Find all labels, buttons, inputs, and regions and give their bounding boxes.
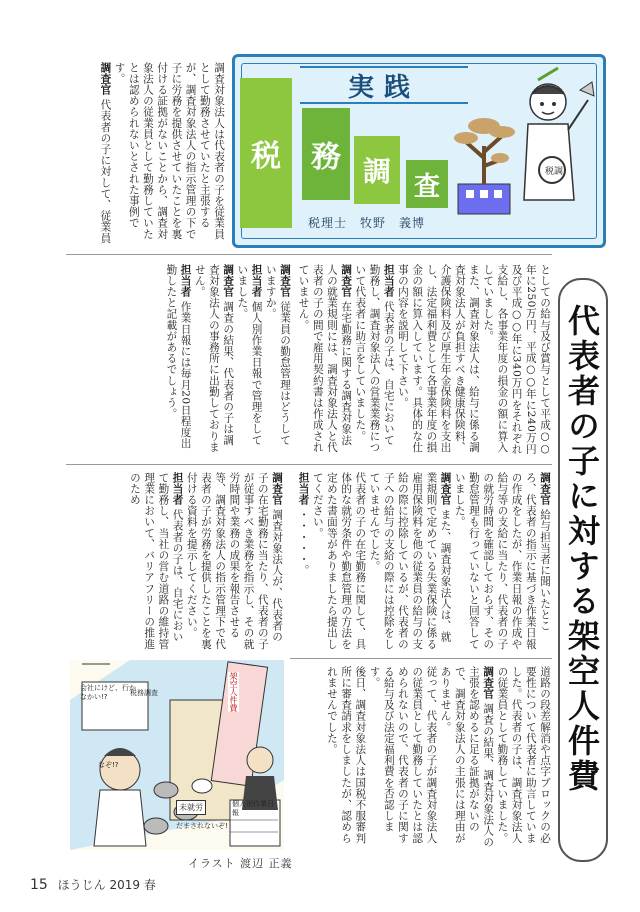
c2-para-2 [438, 666, 495, 852]
svg-text:税調: 税調 [545, 167, 564, 177]
illustration-credit: イラスト 渡辺 正義 [188, 857, 293, 870]
right-section-divider [290, 658, 552, 659]
c4-para-2-text: 個人別作業日報で管理をしていました。 [236, 264, 263, 446]
column-c1 [290, 472, 552, 650]
header-kanji-4 [406, 160, 448, 208]
illustration-speech-1: だまされないぞ! [176, 822, 228, 830]
c6-para-1-text: 調査対象法人は代表者の子を従業員として勤務させていたと主張するが、調査対象法人の指示管理の下で子に労務を提供させていたことを裏付ける証拠がないことから、調査対象法人の従業員として勤務していたとは認められないとされた事例です。 [113, 62, 225, 240]
c1-speaker-4: 担当者 [297, 472, 310, 506]
middle-section-divider [66, 464, 552, 465]
c6-para-2 [98, 62, 112, 246]
column-c2 [290, 666, 552, 852]
c5-speaker-1: 調査官 [271, 472, 283, 506]
header-kanji-1-text: 税 [251, 139, 281, 174]
author-credit: 税理士 牧野 義博 [308, 216, 426, 230]
c4-para-3-text: 調査の結果、代表者の子は調査対象法人の事務所に出勤しておりません。 [193, 264, 235, 453]
magazine-name: ほうじん [57, 878, 106, 892]
column-c3 [298, 264, 552, 456]
c1-para-4 [296, 472, 310, 650]
top-section-divider [66, 254, 552, 255]
c3-para-4-text: 在宅勤務に関する調査対象法人の就業規則には、調査対象法人と代表者の子の間で雇用契約書は作成されていません。 [298, 264, 353, 453]
c5-para-2 [128, 472, 185, 650]
c1-para-3 [311, 472, 368, 650]
c2-para-4-text: 後日、調査対象法人は国税不服審判所に審査請求をしましたが、認められませんでした。 [325, 666, 367, 844]
c4-para-1 [264, 264, 292, 456]
c6-speaker-2: 調査官 [99, 62, 112, 96]
c5-para-1-text: 調査対象法人が、代表者の子の在宅勤務に当たり、代表者の子が従事すべき業務を指示し、その就労時間や業務の成果を報告させる等、調査対象法人の指示管理下で代表者の子が労務を提供したことを裏付ける資料を提示してください。 [185, 472, 283, 650]
c4-speaker-2: 担当者 [250, 264, 263, 298]
c3-para-1 [481, 264, 552, 456]
c4-para-3 [193, 264, 236, 456]
c2-para-4 [325, 666, 368, 852]
c2-para-1-text: 道路の段差解消や点字ブロックの必要性について代表者に助言していました。代表者の子は、調査対象法人の従業員として勤務していました。 [496, 666, 551, 844]
c1-para-3-text: 代表者の子の在宅勤務に関して、具体的な就労条件や勤怠管理の方法を定めた書面等がありましたら提出してください。 [311, 472, 367, 650]
c3-para-3-text: 代表者の子は、自宅において勤務し、調査対象法人の営業業務について代表者に助言をしていました。 [354, 264, 395, 453]
c3-para-3 [353, 264, 396, 456]
c1-speaker-2: 調査官 [439, 472, 452, 506]
c5-speaker-2: 担当者 [171, 472, 184, 506]
c1-speaker-1: 調査官 [539, 472, 551, 506]
c4-speaker-1: 調査官 [279, 264, 291, 298]
illustration-speech-2: 税務調査 [130, 689, 158, 697]
column-c5 [66, 472, 284, 650]
article-title: 代表者の子に対する架空人件費 [563, 304, 601, 794]
c4-para-2 [235, 264, 263, 456]
c5-para-1 [185, 472, 284, 650]
c1-para-1 [453, 472, 552, 650]
c2-para-2-text: 調査の結果、調査対象法人の主張を認めるに足る証拠がないので、調査対象法人の主張には理由がありません。 [439, 666, 495, 848]
c6-para-1 [112, 62, 226, 246]
series-label: 実践 [300, 66, 468, 104]
page-number: 15 [30, 877, 48, 893]
c2-para-1 [495, 666, 552, 852]
c3-speaker-4: 調査官 [340, 264, 353, 298]
column-c6 [66, 62, 226, 246]
c4-para-1-text: 従業員の勤怠管理はどうしていますか。 [264, 264, 291, 446]
column-c4 [66, 264, 292, 456]
header-kanji-2 [302, 108, 350, 200]
header-kanji-4-text: 査 [413, 171, 440, 202]
c3-para-1-text: としての給与及び賞与として平成○○年に250万円、平成○○年に240万円及び平成○○年に340万円をそれぞれ支給し、各事業年度の損金の額に算入していました。 [482, 264, 551, 456]
c1-para-4-text: ・・・・・。 [297, 509, 310, 576]
c1-para-2 [367, 472, 452, 650]
bonsai-illustration [452, 106, 516, 218]
illustration-sign-1: 架空人件費 [229, 672, 238, 712]
inspector-character [518, 60, 596, 220]
header-kanji-3-text: 調 [362, 155, 391, 188]
c4-para-4-text: 作業日報には毎月20日程度出勤したと記載があるでしょう。 [165, 264, 192, 449]
illustration-speech-3: なぞ!? [98, 761, 119, 769]
illustration-badge-1: 未就労 [176, 800, 206, 815]
c1-para-2-text: また、調査対象法人は、就業規則で定めている失業保険に係る雇用保険料を他の従業員の給与の支給の際に控除しているが、代表者の子への給与の支給の際には控除をしていませんでした。 [368, 472, 452, 650]
illustration-bubble-1: 会社にけど、行かなかい!? [80, 684, 136, 701]
c2-speaker-2: 調査官 [482, 666, 495, 700]
c4-speaker-4: 担当者 [179, 264, 192, 298]
c4-para-4 [164, 264, 192, 456]
c3-para-2 [396, 264, 481, 456]
c3-para-4 [298, 264, 353, 456]
c6-para-2-text: 代表者の子に対して、従業員 [99, 99, 112, 244]
c1-para-1-text: 給与担当者に聞いたところ、代表者の指示に基づき作業日報の作成をしたが、作業日報の作成や給与等の支給に当たり、代表者の子の就労時間を確認しておらず、その勤怠管理も行っていないと回答していました。 [453, 472, 551, 650]
illustration-board-1: 個人別作業日報 [232, 800, 274, 817]
page-footer [30, 876, 156, 893]
issue-label: 2019 春 [109, 878, 156, 892]
c5-para-2-text: 代表者の子は、自宅において勤務し、当社の営む道路の維持管理業において、バリアフリーの推進のため [128, 472, 184, 650]
c3-para-2-text: また、調査対象法人は、給与に係る調査対象法人が負担すべき健康保険料、介護保険料及び厚生年金保険料を支出し、法定福利費として各事業年度の損金の額に算入しています。具体的な仕事の内容を説明して下さい。 [396, 264, 480, 453]
header-kanji-2-text: 務 [311, 140, 341, 175]
c2-para-3 [367, 666, 438, 852]
c2-para-3-text: 従って、代表者の子が調査対象法人の従業員として勤務していたとは認められないので、代表者の子に関する給与及び法定福利費を否認します。 [368, 666, 438, 844]
header-kanji-1 [240, 78, 292, 228]
c4-speaker-3: 調査官 [222, 264, 235, 298]
header-kanji-3 [354, 136, 400, 204]
c3-speaker-3: 担当者 [382, 264, 395, 298]
